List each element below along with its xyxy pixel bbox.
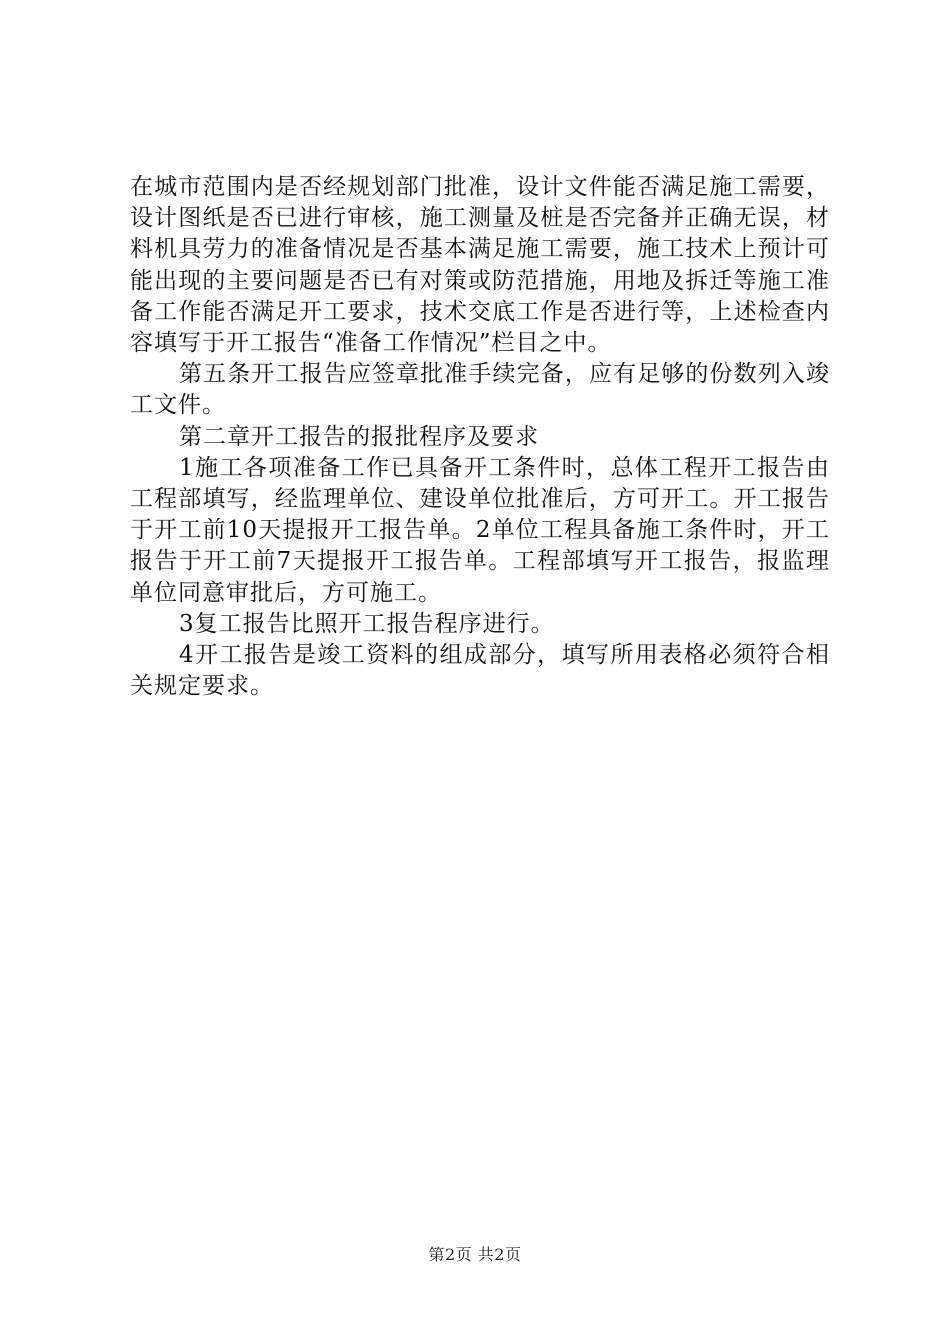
paragraph-item-four: 4开工报告是竣工资料的组成部分，填写所用表格必须符合相关规定要求。 xyxy=(130,642,830,700)
paragraph-article-five: 第五条开工报告应签章批准手续完备，应有足够的份数列入竣工文件。 xyxy=(130,361,830,419)
page-number-footer: 第2页 共2页 xyxy=(428,1245,522,1264)
paragraph-inspection-content: 在城市范围内是否经规划部门批准，设计文件能否满足施工需要，设计图纸是否已进行审核，施工测量及桩是否完备并正确无误，材料机具劳力的准备情况是否基本满足施工需要，施工技术上预计可能出现的主要问题是否已有对策或防范措施，用地及拆迁等施工准备工作能否满足开工要求，技术交底工作是否进行等，上述检查内容填写于开工报告“准备工作情况”栏目之中。 xyxy=(130,174,830,357)
chapter-heading: 第二章开工报告的报批程序及要求 xyxy=(179,423,539,450)
paragraph-item-three: 3复工报告比照开工报告程序进行。 xyxy=(179,610,555,637)
paragraph-item-one: 1施工各项准备工作已具备开工条件时，总体工程开工报告由工程部填写，经监理单位、建设单位批准后，方可开工。开工报告于开工前10天提报开工报告单。2单位工程具备施工条件时，开工报告于开工前7天提报开工报告单。工程部填写开工报告，报监理单位同意审批后，方可施工。 xyxy=(130,454,830,606)
document-body xyxy=(130,172,830,702)
